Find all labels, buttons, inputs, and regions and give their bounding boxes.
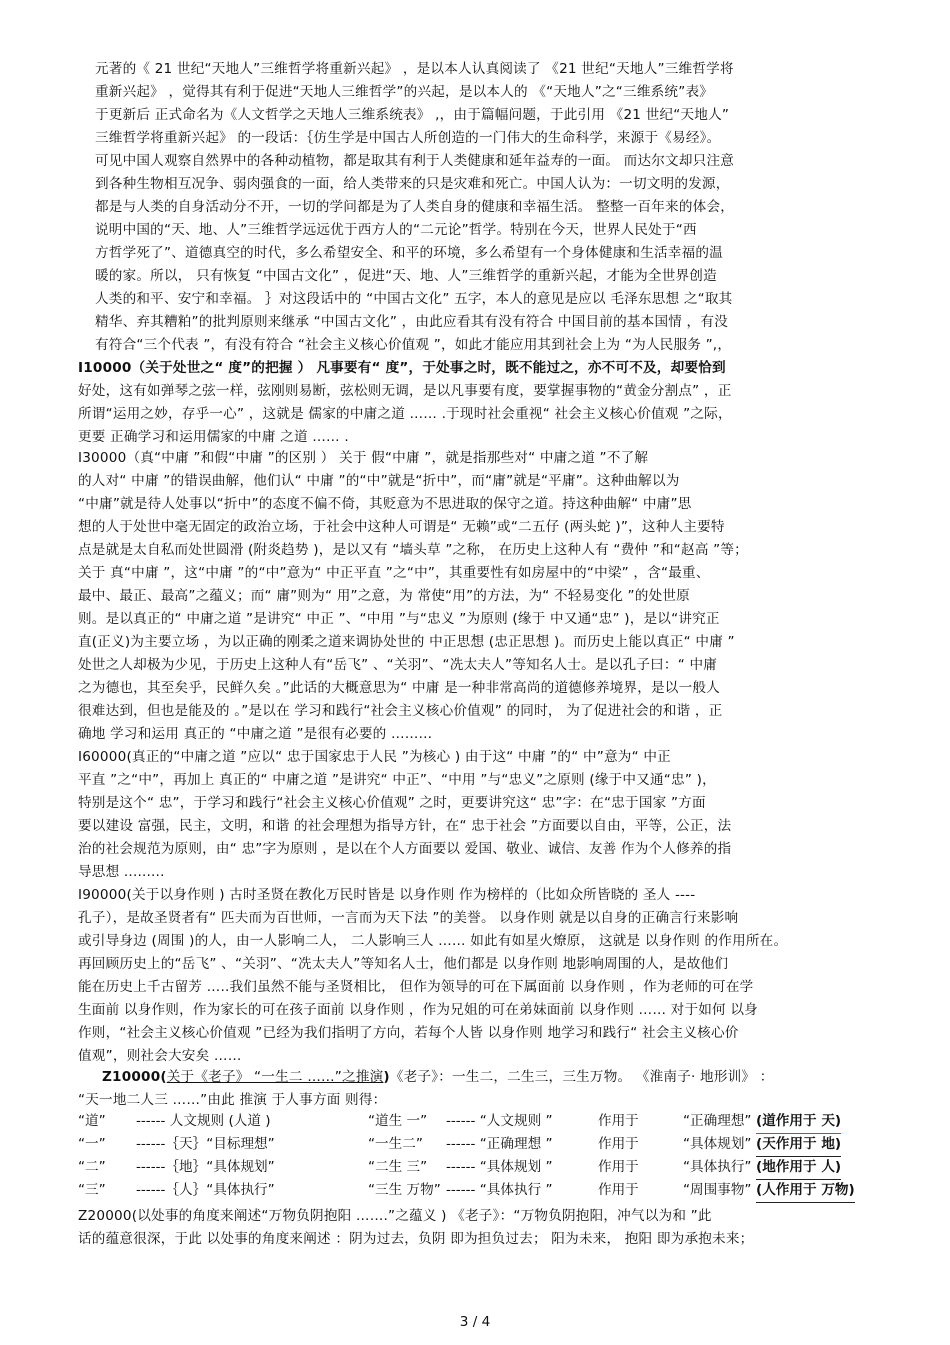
relation-text: (地作用于 人) [756, 1156, 841, 1180]
text-line: 都是与人类的自身活动分不开，一切的学问都是为了人类自身的健康和幸福生活。 整整一百年来的体会， [95, 199, 735, 215]
text-line: 暖的家。所以， 只有恢复 “中国古文化” ，促进“天、地、人”三维哲学的重新兴起，才能为全世界创造 [95, 268, 717, 284]
text-line: 更要 正确学习和运用儒家的中庸 之道 …… . [78, 429, 349, 445]
z10000-line2 [78, 1089, 386, 1112]
desc-cell: ------｛人｝“具体执行” [136, 1182, 275, 1198]
text-line: 再回顾历史上的“岳飞” 、“关羽”、“冼太夫人”等知名人士，他们都是 以身作则 地影响周围的人，是故他们 [78, 956, 729, 972]
text-line: 有符合“三个代表 ”，有没有符合 “社会主义核心价值观 ”，如此才能应用其到社会上为 “为人民服务 ”,， [95, 337, 732, 353]
text-line: 能在历史上千古留芳 …..我们虽然不能与圣贤相比， 但作为领导的可在下属面前 以身作则 ，作为老师的可在学 [78, 979, 754, 995]
section-i30000 [78, 447, 748, 746]
text-line: 确地 学习和运用 真正的 “中庸之道 ”是很有必要的 ……… [78, 726, 433, 742]
relation-text: (人作用于 万物) [756, 1179, 855, 1203]
desc-cell: ------｛地｝“具体规划” [136, 1159, 275, 1175]
derivation-table [78, 1110, 878, 1202]
text-line: 或引导身边 (周围 )的人，由一人影响二人， 二人影响三人 …… 如此有如星火燎原， 这就是 以身作则 的作用所在。 [78, 933, 788, 949]
text-line: 人类的和平、安宁和幸福。 ｝对这段话中的 “中国古文化” 五字，本人的意见是应以 毛泽东思想 之“取其 [95, 291, 733, 307]
text-line: 精华、弃其糟粕”的批判原则来继承 “中国古文化” ，由此应看其有没有符合 中国目前的基本国情 ，有没 [95, 314, 728, 330]
gen-cell: “道生 一” [368, 1113, 428, 1129]
acts-cell: 作用于 [598, 1182, 639, 1198]
text-line: 很难达到，但也是能及的 。”是以在 学习和践行“社会主义核心价值观” 的同时， 为了促进社会的和谐 ，正 [78, 703, 723, 719]
text-line: 到各种生物相互况争、弱肉强食的一面，给人类带来的只是灾难和死亡。中国人认为：一切文明的发源， [95, 176, 730, 192]
intro-paragraph [95, 58, 734, 357]
text-line: 则。是以真正的“ 中庸之道 ”是讲究“ 中正 ”、“中用 ”与“忠义 ”为原则 (缘于 中又通“忠” )，是以“讲究正 [78, 611, 720, 627]
gen-cell: “二生 三” [368, 1159, 428, 1175]
section-heading-line [102, 1066, 774, 1089]
text-line: 三维哲学将重新兴起》 的一段话：｛仿生学是中国古人所创造的一门伟大的生命科学，来源于《易经》。 [95, 130, 721, 146]
section-i60000 [78, 746, 731, 884]
text-line: 想的人于处世中毫无固定的政治立场，于社会中这种人可谓是“ 无赖”或“二五仔 (两头蛇 )”，这种人主要特 [78, 519, 725, 535]
text-line: 处世之人却极为少见，于历史上这种人有“岳飞” 、“关羽”、“冼太夫人”等知名人士。是以孔子曰：“ 中庸 [78, 657, 718, 673]
term-cell: “二” [78, 1159, 106, 1175]
text-line: 作则，“社会主义核心价值观 ”已经为我们指明了方向，若每个人皆 以身作则 地学习和践行“ 社会主义核心价 [78, 1025, 739, 1041]
text-line: 元著的《 21 世纪“天地人”三维哲学将重新兴起》 ，是以本人认真阅读了 《21 世纪“天地人”三维哲学将 [95, 61, 734, 77]
term-cell: “三” [78, 1182, 106, 1198]
target-cell: “具体执行” [683, 1159, 752, 1175]
text-line: 治的社会规范为原则，由“ 忠”字为原则 ，是以在个人方面要以 爱国、敬业、诚信、友善 作为个人修养的指 [78, 841, 732, 857]
term-cell: “道” [78, 1113, 106, 1129]
section-heading-line: I90000(关于以身作则 ) 古时圣贤在教化万民时皆是 以身作则 作为榜样的（比如众所皆晓的 圣人 ---- [78, 887, 696, 903]
text-line: 生面前 以身作则，作为家长的可在孩子面前 以身作则 ，作为兄姐的可在弟妹面前 以身作则 …… 对于如何 以身 [78, 1002, 758, 1018]
text-line: 要以建设 富强，民主，文明，和谐 的社会理想为指导方针，在“ 忠于社会 ”方面要以自由，平等，公正，法 [78, 818, 732, 834]
target-cell: “正确理想” [683, 1113, 752, 1129]
text-line: 直(正义)为主要立场 ，为以正确的刚柔之道来调协处世的 中正思想 (忠正思想 )。而历史上能以真正“ 中庸 ” [78, 634, 735, 650]
table-row [78, 1179, 878, 1202]
section-close: ) [383, 1069, 390, 1085]
section-rest: 《老子》：一生二，二生三，三生万物。 《淮南子· 地形训》 ： [389, 1069, 774, 1085]
text-line: 值观”，则社会大安矣 …… [78, 1048, 242, 1064]
rule-cell: ------ “人文规则 ” [446, 1113, 553, 1129]
section-heading-line: Z20000(以处事的角度来阐述“万物负阴抱阳 …….”之蕴义 ) 《老子》：“万物负阴抱阳，冲气以为和 ”此 [78, 1208, 712, 1224]
section-heading-line: I60000(真正的“中庸之道 ”应以“ 忠于国家忠于人民 ”为核心 ) 由于这“ 中庸 ”的“ 中”意为“ 中正 [78, 749, 671, 765]
section-title: 关于《老子》 “一生二 ……”之推演 [166, 1069, 384, 1085]
section-code: Z10000( [102, 1069, 167, 1085]
text-line: 所谓“运用之妙，存乎一心” ，这就是 儒家的中庸之道 …… .于现时社会重视“ 社会主义核心价值观 ”之际， [78, 406, 732, 422]
text-line: “中庸”就是待人处事以“折中”的态度不偏不倚，其贬意为不思进取的保守之道。持这种曲解“ 中庸”思 [78, 496, 692, 512]
section-i10000 [78, 357, 732, 449]
target-cell: “周围事物” [683, 1182, 752, 1198]
section-z10000 [102, 1066, 774, 1089]
table-row [78, 1110, 878, 1133]
section-i90000 [78, 884, 787, 1068]
text-line: 说明中国的“天、地、人”三维哲学远远优于西方人的“二元论”哲学。特别在今天，世界人民处于“西 [95, 222, 697, 238]
text-line: 方哲学死了”、道德真空的时代，多么希望安全、和平的环境，多么希望有一个身体健康和生活幸福的温 [95, 245, 723, 261]
text-line: 关于 真“中庸 ”，这“中庸 ”的“中”意为“ 中正平直 ”之“中”，其重要性有如房屋中的“中梁” ，含“最重、 [78, 565, 710, 581]
rule-cell: ------ “具体执行 ” [446, 1182, 553, 1198]
text-line: 点是就是太自私而处世圆滑 (附炎趋势 )，是以又有 “墙头草 ”之称， 在历史上这种人有 “费仲 ”和“赵高 ”等； [78, 542, 748, 558]
table-row [78, 1156, 878, 1179]
relation-text: (道作用于 天) [756, 1110, 841, 1134]
desc-cell: ------｛天｝“目标理想” [136, 1136, 275, 1152]
text-line: 平直 ”之“中”，再加上 真正的“ 中庸之道 ”是讲究“ 中正”、“中用 ”与“忠义”之原则 (缘于中又通“忠” )， [78, 772, 716, 788]
relation-text: (天作用于 地) [756, 1133, 841, 1157]
acts-cell: 作用于 [598, 1113, 639, 1129]
table-row [78, 1133, 878, 1156]
text-line: 孔子），是故圣贤者有“ 匹夫而为百世师，一言而为天下法 ”的美誉。 以身作则 就是以自身的正确言行来影响 [78, 910, 739, 926]
rule-cell: ------ “具体规划 ” [446, 1159, 553, 1175]
gen-cell: “一生二” [368, 1136, 423, 1152]
text-line: 的人对“ 中庸 ”的错误曲解，他们认“ 中庸 ”的“中”就是“折中”，而“庸”就是“平庸”。这种曲解以为 [78, 473, 680, 489]
text-line: 好处，这有如弹琴之弦一样，弦刚则易断，弦松则无调，是以凡事要有度，要掌握事物的“黄金分割点” ，正 [78, 383, 732, 399]
text-line: 最中、最正、最高”之蕴义；而“ 庸”则为“ 用”之意，为 常使“用”的方法，为“ 不轻易变化 ”的处世原 [78, 588, 690, 604]
text-line: 可见中国人观察自然界中的各种动植物，都是取其有利于人类健康和延年益寿的一面。 而达尔文却只注意 [95, 153, 735, 169]
text-line: “天一地二人三 ……”由此 推演 于人事方面 则得： [78, 1092, 387, 1108]
acts-cell: 作用于 [598, 1159, 639, 1175]
target-cell: “具体规划” [683, 1136, 752, 1152]
desc-cell: ------ 人文规则 (人道 ) [136, 1113, 271, 1129]
text-line: 于更新后 正式命名为《人文哲学之天地人三维系统表》 ,，由于篇幅问题，于此引用 《21 世纪“天地人” [95, 107, 730, 123]
text-line: 话的蕴意很深，于此 以处事的角度来阐述 ：阴为过去，负阴 即为担负过去； 阳为未来， 抱阳 即为承抱未来； [78, 1231, 754, 1247]
text-line: 之为德也，其至矣乎，民鲜久矣 。”此话的大概意思为“ 中庸 是一种非常高尚的道德修养境界，是以一般人 [78, 680, 720, 696]
section-heading-line: I10000（关于处世之“ 度”的把握 ） 凡事要有“ 度”，于处事之时，既不能过之，亦不可不及，却要恰到 [78, 360, 726, 376]
term-cell: “一” [78, 1136, 106, 1152]
page-number: 3 / 4 [459, 1314, 491, 1330]
acts-cell: 作用于 [598, 1136, 639, 1152]
section-z20000 [78, 1205, 753, 1251]
text-line: 重新兴起》 ，觉得其有利于促进“天地人三维哲学”的兴起，是以本人的 《“天地人”之“三维系统”表》 [95, 84, 714, 100]
text-line: 导思想 ......... [78, 864, 165, 880]
rule-cell: ------ “正确理想 ” [446, 1136, 553, 1152]
gen-cell: “三生 万物” [368, 1182, 441, 1198]
section-heading-line: I30000（真“中庸 ”和假“中庸 ”的区别 ） 关于 假“中庸 ”，就是指那些对“ 中庸之道 ”不了解 [78, 450, 649, 466]
text-line: 特别是这个“ 忠”，于学习和践行“社会主义核心价值观” 之时，更要讲究这“ 忠”字：在“忠于国家 ”方面 [78, 795, 706, 811]
